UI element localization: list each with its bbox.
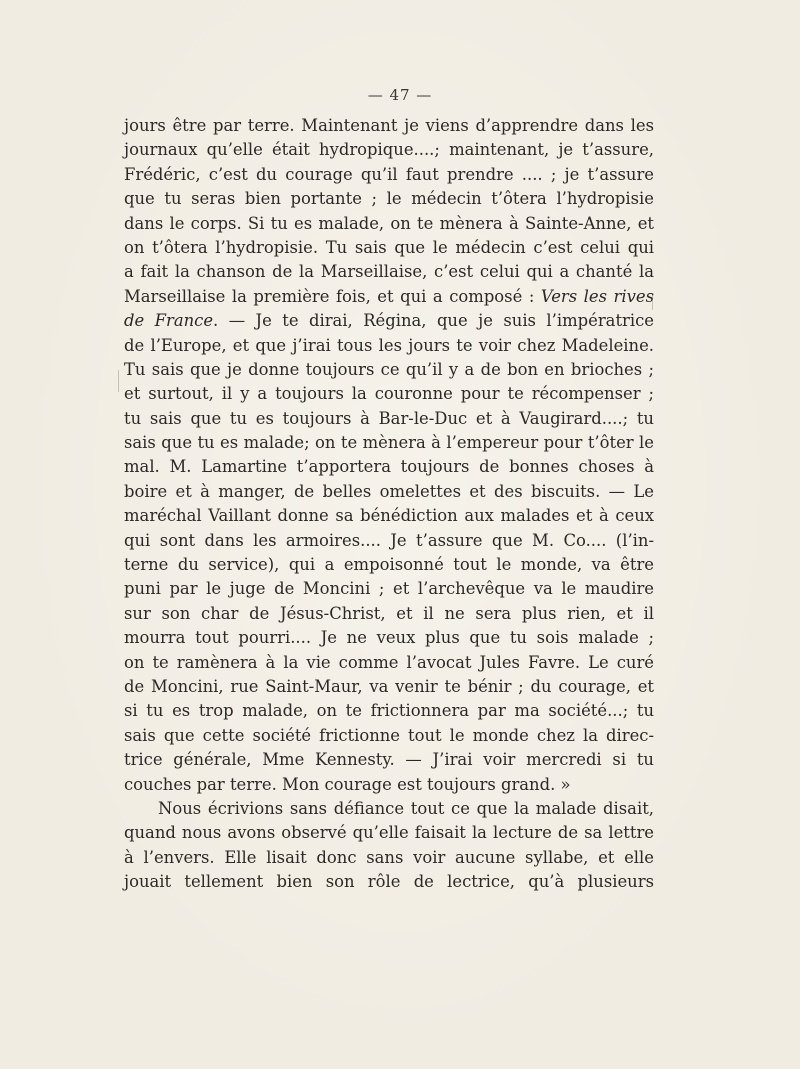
text-line: et surtout, il y a toujours la couronne pour te récompenser ;	[124, 384, 654, 404]
text-line: on te ramènera à la vie comme l’avocat Jules Favre. Le curé	[124, 652, 654, 672]
text-line: trice générale, Mme Kennesty. — J’irai voir mercredi si tu	[124, 750, 654, 770]
text-line: maréchal Vaillant donne sa bénédiction aux malades et à ceux	[124, 506, 654, 526]
scan-artifact	[118, 370, 119, 392]
body-text	[124, 114, 654, 895]
text-line: mourra tout pourri.... Je ne veux plus que tu sois malade ;	[124, 628, 654, 648]
italic-title: Vers les rives	[540, 286, 655, 306]
text-line: sais que cette société frictionne tout le monde chez la direc-	[124, 725, 654, 745]
paragraph-start-line: Nous écrivions sans défiance tout ce que la malade disait,	[158, 798, 654, 818]
text-line: terne du service), qui a empoisonné tout le monde, va être	[124, 555, 654, 575]
text-line: Tu sais que je donne toujours ce qu’il y a de bon en brioches ;	[124, 359, 654, 379]
text-line: de l’Europe, et que j’irai tous les jours te voir chez Madeleine.	[124, 335, 654, 355]
text-line: tu sais que tu es toujours à Bar-le-Duc et à Vaugirard....; tu	[124, 408, 654, 428]
text-line: que tu seras bien portante ; le médecin t’ôtera l’hydropisie	[124, 189, 654, 209]
italic-title: de France	[124, 311, 214, 331]
text-line: quand nous avons observé qu’elle faisait la lecture de sa lettre	[124, 823, 654, 843]
text-line: jours être par terre. Maintenant je viens d’apprendre dans les	[124, 116, 654, 135]
paragraph-end-line: couches par terre. Mon courage est toujours grand. »	[124, 774, 571, 794]
text-line: qui sont dans les armoires.... Je t’assure que M. Co.... (l’in-	[124, 530, 654, 550]
page-number: — 47 —	[367, 86, 433, 104]
text-line-with-italic: de France. — Je te dirai, Régina, que je suis l’impératrice	[124, 311, 654, 331]
text-line: sais que tu es malade; on te mènera à l’empereur pour t’ôter le	[124, 433, 654, 453]
text-line: boire et à manger, de belles omelettes et des biscuits. — Le	[124, 481, 654, 501]
text-line: à l’envers. Elle lisait donc sans voir aucune syllabe, et elle	[124, 847, 654, 867]
text-line: puni par le juge de Moncini ; et l’archevêque va le maudire	[124, 579, 654, 599]
text-line: journaux qu’elle était hydropique....; maintenant, je t’assure,	[124, 140, 654, 160]
text-line: sur son char de Jésus-Christ, et il ne sera plus rien, et il	[124, 603, 654, 623]
text-line: si tu es trop malade, on te frictionnera par ma société...; tu	[124, 701, 654, 721]
text-line: Frédéric, c’est du courage qu’il faut prendre .... ; je t’assure	[124, 164, 654, 184]
scan-artifact	[652, 296, 653, 310]
text-line: de Moncini, rue Saint-Maur, va venir te bénir ; du courage, et	[124, 676, 654, 696]
text-line: a fait la chanson de la Marseillaise, c’est celui qui a chanté la	[124, 262, 654, 282]
text-line: mal. M. Lamartine t’apportera toujours de bonnes choses à	[124, 457, 654, 477]
text-line: on t’ôtera l’hydropisie. Tu sais que le médecin c’est celui qui	[124, 237, 654, 257]
text-line: jouait tellement bien son rôle de lectrice, qu’à plusieurs	[124, 872, 654, 892]
text-line-with-italic: Marseillaise la première fois, et qui a composé : Vers les rives	[124, 286, 655, 306]
text-line: dans le corps. Si tu es malade, on te mènera à Sainte-Anne, et	[124, 213, 654, 233]
